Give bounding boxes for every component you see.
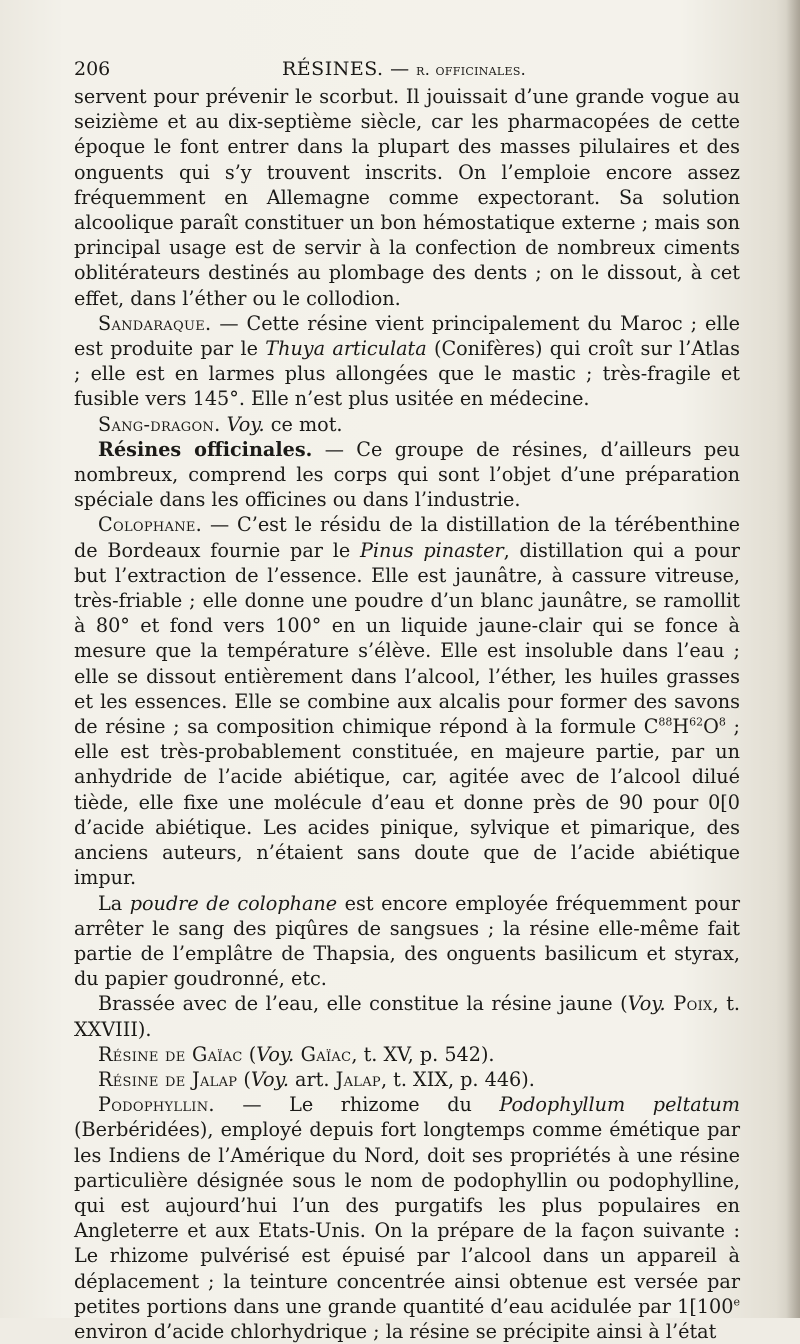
latin-name: Podophyllum peltatum [499,1093,740,1117]
section-heading: Résines officinales. [98,437,313,461]
page-gutter-shadow [786,0,800,1318]
paragraph-brassee: Brassée avec de l’eau, elle constitue la résine jaune (Voy. Poix, t. XXVIII). [74,992,741,1041]
cross-reference: Voy. [250,1067,289,1091]
entry-term: Podophyllin. [98,1093,215,1117]
entry-resine-jalap: Résine de Jalap (Voy. art. Jalap, t. XIX, p. 446). [98,1067,535,1091]
latin-name: Thuya articulata [265,337,427,361]
cross-reference: Voy. [226,412,265,436]
entry-sandaraque: Sandaraque. — Cette résine vient principalement du Maroc ; elle est produite par le Thuya articulata (Conifères) qui croît sur l’Atlas ; elle est en larmes plus allongées que le mastic ; très-fragile et fusible vers 145°. Elle n’est plus usitée en médecine. [74,311,740,411]
chemical-formula: $C^{88}H^{62}O^8$ [643,715,726,739]
entry-term: Sandaraque. [98,311,212,335]
running-title [282,58,526,80]
entry-resine-gaiac: Résine de Gaïac (Voy. Gaïac, t. XV, p. 542). [98,1042,495,1066]
cross-reference: Voy. [627,992,666,1016]
entry-term: Colophane. [98,513,203,537]
paragraph-continuation: servent pour prévenir le scorbut. Il jouissait d’une grande vogue au seizième et au dix-septième siècle, car les pharmacopées de cette époque le font entrer dans la plupart des masses pilulaires et des onguents qui s’y trouvent inscrits. On l’emploie encore assez fréquemment en Allemagne comme expectorant. Sa solution alcoolique paraît constituer un bon hémostatique externe ; mais son principal usage est de servir à la confection de nombreux ciments oblitérateurs destinés au plombage des dents ; on le dissout, à cet effet, dans l’éther ou le collodion. [74,85,740,310]
paragraph-poudre: La poudre de colophane est encore employée fréquemment pour arrêter le sang des piqûres de sangsues ; la résine elle-même fait partie de l’emplâtre de Thapsia, des onguents basilicum et styrax, du papier goudronné, etc. [74,891,740,991]
page-body [74,84,740,1344]
entry-podophyllin: Podophyllin. — Le rhizome du Podophyllum peltatum (Berbéridées), employé depuis fort longtemps comme émétique par les Indiens de l’Amérique du Nord, doit ses propriétés à une résine particulière désignée sous le nom de podophyllin ou podophylline, qui est aujourd’hui l’un des purgatifs les plus populaires en Angleterre et aux Etats-Unis. On la prépare de la façon suivante : Le rhizome pulvérisé est épuisé par l’alcool dans un appareil à déplacement ; la teinture concentrée ainsi obtenue est versée par petites portions dans une grande quantité d’eau acidulée par 1[100e environ d’acide chlorhydrique ; la résine se précipite ainsi à l’état [74,1093,740,1343]
entry-sang-dragon: Sang-dragon. Voy. ce mot. [98,412,343,436]
entry-term: Sang-dragon. [98,412,221,436]
entry-colophane: Colophane. — C’est le résidu de la distillation de la térébenthine de Bordeaux fournie par le Pinus pinaster, distillation qui a pour but l’extraction de l’essence. Elle est jaunâtre, à cassure vitreuse, très-friable ; elle donne une poudre d’un blanc jaunâtre, se ramollit à 80° et fond vers 100° en un liquide jaune-clair qui se fonce à mesure que la température s’élève. Elle est insoluble dans l’eau ; elle se dissout entièrement dans l’alcool, l’éther, les huiles grasses et les essences. Elle se combine aux alcalis pour former des savons de résine ; sa composition chimique répond à la formule $C^{88}H^{62}O^8$ ; elle est très-probablement constituée, en majeure partie, par un anhydride de l’acide abiétique, car, agitée avec de l’alcool dilué tiède, elle fixe une molécule d’eau et donne près de 90 pour 0[0 d’acide abiétique. Les acides pinique, sylvique et pimarique, des anciens auteurs, n’étaient sans doute que de l’acide abiétique impur. [74,513,740,890]
page-number: 206 [74,58,111,80]
section-resines-officinales: Résines officinales. — Ce groupe de résines, d’ailleurs peu nombreux, comprend les corps qui sont l’objet d’une préparation spéciale dans les officines ou dans l’industrie. [74,437,740,512]
italic-term: poudre de colophane [129,891,338,915]
running-title-main: RÉSINES. [282,58,384,80]
entry-term: Résine de Gaïac [98,1042,243,1066]
entry-term: Résine de Jalap [98,1067,238,1091]
running-title-dash: — [390,58,410,80]
running-title-sub: r. officinales. [416,60,527,79]
cross-reference: Voy. [256,1042,295,1066]
latin-name: Pinus pinaster [359,538,504,562]
